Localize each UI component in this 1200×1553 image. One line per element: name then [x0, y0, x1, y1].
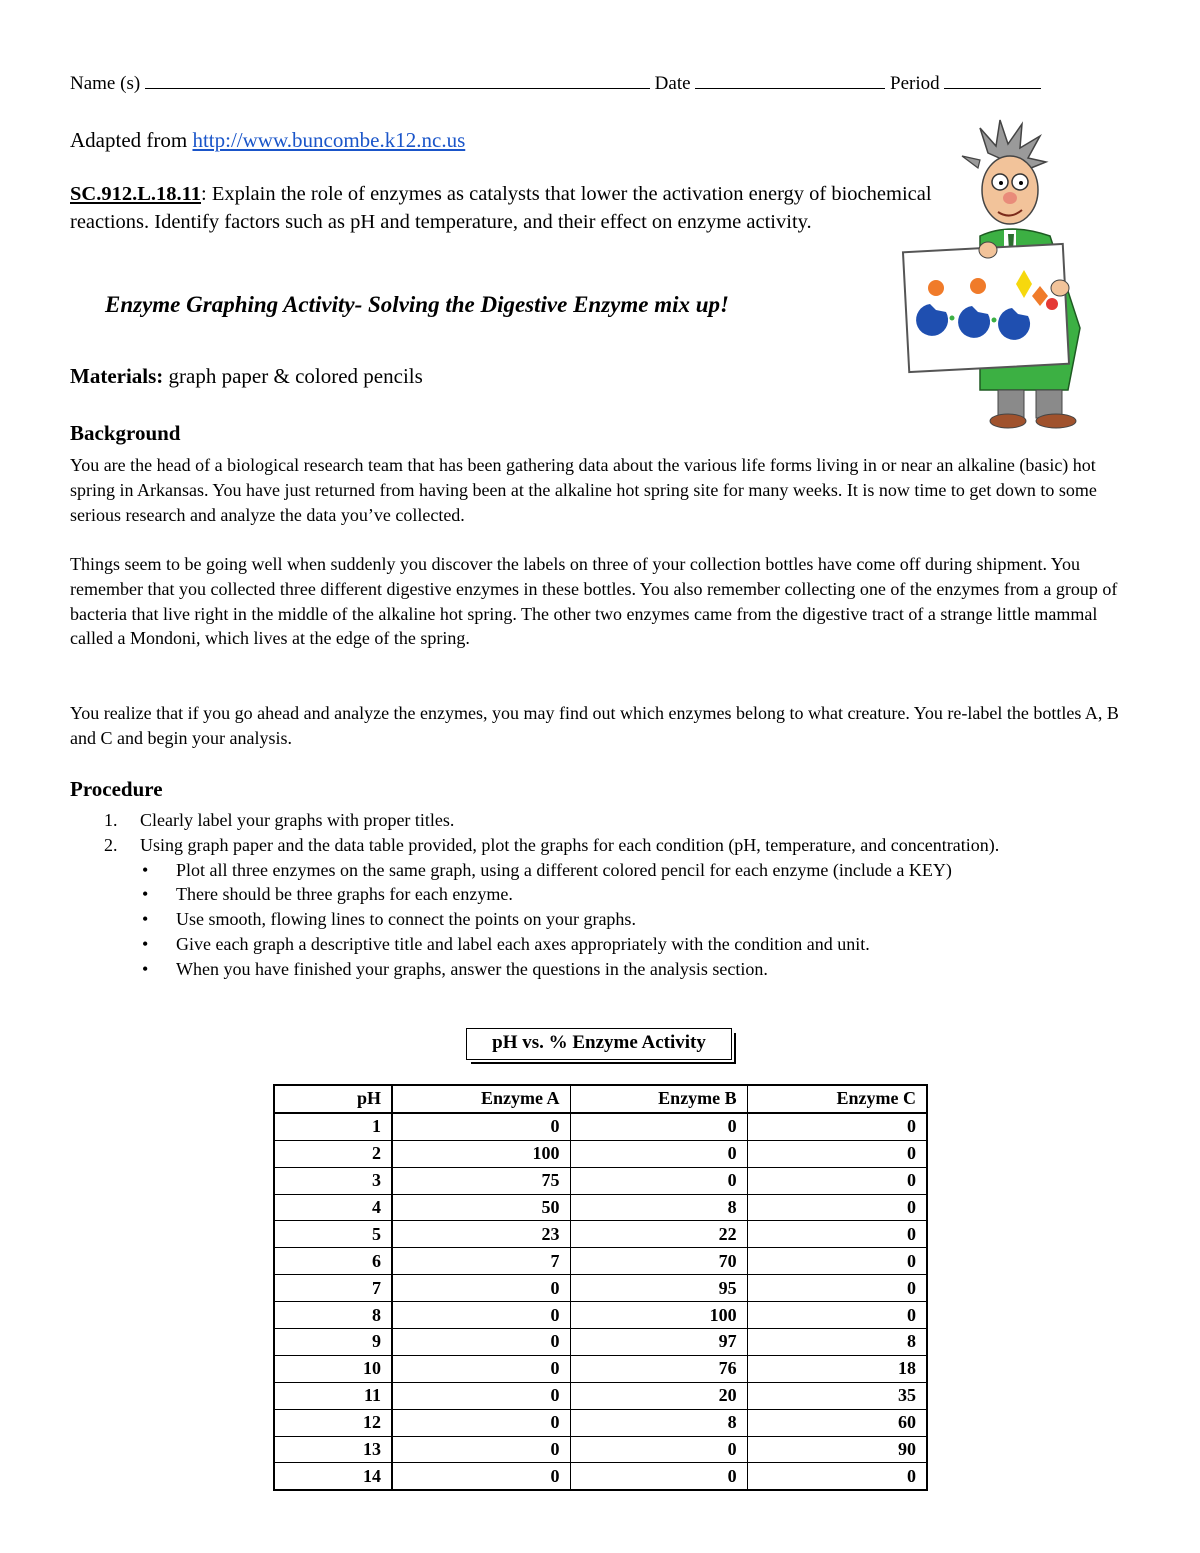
- table-cell: 0: [747, 1221, 927, 1248]
- table-cell: 8: [570, 1194, 747, 1221]
- table-cell: 35: [747, 1382, 927, 1409]
- table-cell: 8: [570, 1409, 747, 1436]
- standard-statement: [70, 180, 970, 236]
- table-cell: 1: [274, 1113, 392, 1140]
- bullet-item: • There should be three graphs for each enzyme.: [140, 882, 1124, 907]
- table-cell: 0: [392, 1409, 570, 1436]
- table-row: [274, 1436, 927, 1463]
- table-row: [274, 1302, 927, 1329]
- bullet-item: • Give each graph a descriptive title and label each axes appropriately with the condition and unit.: [140, 932, 1124, 957]
- table-cell: 0: [392, 1302, 570, 1329]
- table-cell: 90: [747, 1436, 927, 1463]
- column-header: pH: [274, 1085, 392, 1113]
- background-paragraph-3: You realize that if you go ahead and analyze the enzymes, you may find out which enzymes belong to what creature. You re-label the bottles A, B and C and begin your analysis.: [70, 703, 1119, 748]
- column-header: Enzyme C: [747, 1085, 927, 1113]
- materials-text: graph paper & colored pencils: [163, 364, 423, 388]
- table-cell: 9: [274, 1329, 392, 1356]
- table-cell: 0: [747, 1275, 927, 1302]
- table-cell: 14: [274, 1463, 392, 1490]
- table-cell: 20: [570, 1382, 747, 1409]
- bullet-item: • Plot all three enzymes on the same graph, using a different colored pencil for each enzyme (include a KEY): [140, 858, 1124, 883]
- procedure-step: [104, 808, 1124, 833]
- table-cell: 0: [747, 1140, 927, 1167]
- background-heading: Background: [70, 421, 181, 445]
- table-cell: 3: [274, 1167, 392, 1194]
- date-blank[interactable]: [695, 72, 885, 89]
- table-row: [274, 1409, 927, 1436]
- table-cell: 0: [570, 1167, 747, 1194]
- table-row: [274, 1329, 927, 1356]
- adapted-from-line: [70, 128, 465, 153]
- table-cell: 0: [747, 1113, 927, 1140]
- step-number: 2.: [104, 834, 118, 855]
- table-row: [274, 1248, 927, 1275]
- table-cell: 0: [392, 1113, 570, 1140]
- table-row: [274, 1113, 927, 1140]
- period-blank[interactable]: [944, 72, 1041, 89]
- table-cell: 0: [570, 1436, 747, 1463]
- background-paragraph-2: Things seem to be going well when suddenly you discover the labels on three of your collection bottles have come off during shipment. You remember that you collected three different digestive enzymes in these bottles. You also remember collecting one of the enzymes from a group of bacteria that live right in the middle of the alkaline hot spring. The other two enzymes came from the digestive tract of a strange little mammal called a Mondoni, which lives at the edge of the spring.: [70, 554, 1118, 649]
- table-cell: 0: [747, 1194, 927, 1221]
- table-row: [274, 1275, 927, 1302]
- activity-title: Enzyme Graphing Activity- Solving the Digestive Enzyme mix up!: [105, 292, 729, 317]
- table-cell: 4: [274, 1194, 392, 1221]
- table-cell: 12: [274, 1409, 392, 1436]
- step-text: Clearly label your graphs with proper titles.: [140, 810, 455, 830]
- table-body: [274, 1113, 927, 1490]
- scientist-illustration: [900, 118, 1180, 433]
- table-cell: 100: [570, 1302, 747, 1329]
- step-text: Using graph paper and the data table provided, plot the graphs for each condition (pH, temperature, and concentration).: [140, 834, 1000, 855]
- table-cell: 50: [392, 1194, 570, 1221]
- period-label: Period: [890, 73, 940, 94]
- table-cell: 0: [570, 1463, 747, 1490]
- table-cell: 70: [570, 1248, 747, 1275]
- table-row: [274, 1355, 927, 1382]
- table-cell: 10: [274, 1355, 392, 1382]
- table-cell: 22: [570, 1221, 747, 1248]
- table-cell: 0: [392, 1329, 570, 1356]
- table-cell: 60: [747, 1409, 927, 1436]
- table-row: [274, 1221, 927, 1248]
- table-header-row: [274, 1085, 927, 1113]
- student-info-line: [70, 72, 1041, 95]
- table-cell: 6: [274, 1248, 392, 1275]
- name-label: Name (s): [70, 73, 141, 94]
- column-header: Enzyme A: [392, 1085, 570, 1113]
- table-row: [274, 1194, 927, 1221]
- table-cell: 0: [747, 1248, 927, 1275]
- background-paragraph-1: You are the head of a biological research team that has been gathering data about the various life forms living in or near an alkaline (basic) hot spring in Arkansas. You have just returned from having been at the alkaline hot spring site for many weeks. It is now time to get down to some serious research and analyze the data you’ve collected.: [70, 455, 1097, 525]
- table-cell: 97: [570, 1329, 747, 1356]
- table-cell: 100: [392, 1140, 570, 1167]
- materials-line: [70, 364, 423, 389]
- table-cell: 13: [274, 1436, 392, 1463]
- table-cell: 76: [570, 1355, 747, 1382]
- date-label: Date: [654, 73, 691, 94]
- standard-code: SC.912.L.18.11: [70, 183, 201, 205]
- column-header: Enzyme B: [570, 1085, 747, 1113]
- procedure-heading: Procedure: [70, 777, 163, 801]
- table-cell: 0: [570, 1113, 747, 1140]
- table-cell: 8: [274, 1302, 392, 1329]
- table-cell: 23: [392, 1221, 570, 1248]
- table-cell: 0: [747, 1463, 927, 1490]
- table-cell: 18: [747, 1355, 927, 1382]
- bullet-item: • Use smooth, flowing lines to connect the points on your graphs.: [140, 907, 1124, 932]
- name-blank[interactable]: [145, 72, 650, 89]
- table-caption: pH vs. % Enzyme Activity: [466, 1028, 732, 1060]
- table-cell: 0: [747, 1302, 927, 1329]
- adapted-prefix: Adapted from: [70, 128, 193, 152]
- table-cell: 0: [392, 1355, 570, 1382]
- table-cell: 7: [392, 1248, 570, 1275]
- table-row: [274, 1140, 927, 1167]
- table-cell: 0: [392, 1382, 570, 1409]
- table-cell: 95: [570, 1275, 747, 1302]
- table-cell: 0: [392, 1436, 570, 1463]
- table-cell: 0: [392, 1463, 570, 1490]
- enzyme-activity-table: [273, 1084, 928, 1491]
- table-cell: 2: [274, 1140, 392, 1167]
- table-cell: 5: [274, 1221, 392, 1248]
- table-cell: 11: [274, 1382, 392, 1409]
- procedure-bullets: [104, 858, 1124, 982]
- bullet-item: • When you have finished your graphs, answer the questions in the analysis section.: [140, 957, 1124, 982]
- table-cell: 0: [570, 1140, 747, 1167]
- table-row: [274, 1167, 927, 1194]
- table-cell: 0: [747, 1167, 927, 1194]
- table-row: [274, 1463, 927, 1490]
- procedure-list: [104, 808, 1124, 982]
- table-cell: 7: [274, 1275, 392, 1302]
- table-cell: 8: [747, 1329, 927, 1356]
- table-row: [274, 1382, 927, 1409]
- table-cell: 75: [392, 1167, 570, 1194]
- source-link[interactable]: http://www.buncombe.k12.nc.us: [192, 128, 466, 152]
- scientist-icon: [900, 118, 1180, 433]
- procedure-step: [104, 833, 1124, 858]
- step-number: 1.: [104, 810, 118, 830]
- standard-text: : Explain the role of enzymes as catalysts that lower the activation energy of biochemical reactions. Identify factors such as pH and temperature, and their effect on enzyme activity.: [70, 183, 932, 233]
- materials-label: Materials:: [70, 364, 164, 388]
- table-cell: 0: [392, 1275, 570, 1302]
